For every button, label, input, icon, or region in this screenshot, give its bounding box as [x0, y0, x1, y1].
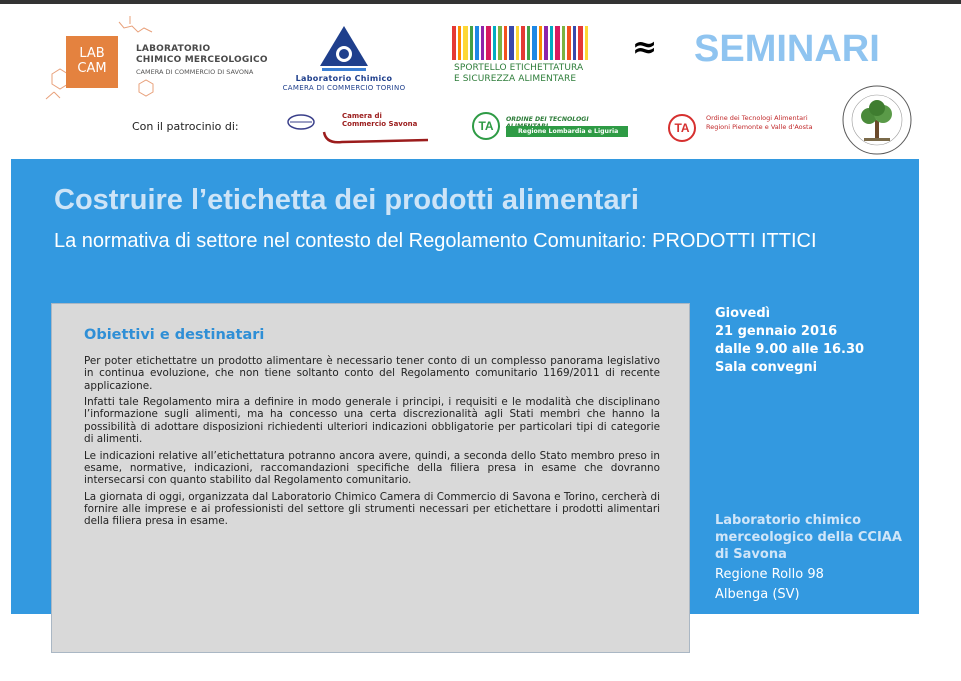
labcam-name-line2: CHIMICO MERCEOLOGICO: [136, 55, 268, 65]
tree-seal-icon: [838, 84, 916, 156]
barcode-icon: [448, 24, 598, 62]
event-date: 21 gennaio 2016: [715, 324, 838, 339]
agronomi-seal-logo: [838, 84, 916, 156]
venue-address: [715, 565, 824, 605]
top-border: [0, 0, 961, 4]
sportello-name-line2: E SICUREZZA ALIMENTARE: [454, 74, 577, 84]
ota-piemonte-logo: [668, 110, 828, 144]
objectives-title: Obiettivi e destinatari: [84, 327, 265, 343]
labcam-badge-line1: LAB: [79, 46, 105, 61]
objectives-paragraph: Infatti tale Regolamento mira a definire in modo generale i principi, i requisiti e le modalità che disciplinano l’informazione sugli alimenti, ma ha concesso una certa discrezionalità agli Stati membri che hanno la possibilità di adottare disposizioni richiedenti ulteriori indicazioni obbligatorie per particolari tipi di categorie di alimenti.: [84, 396, 660, 446]
ota-lombardia-logo: [472, 110, 632, 144]
labcam-name: [136, 44, 268, 66]
labcam-subtitle: CAMERA DI COMMERCIO DI SAVONA: [136, 68, 254, 76]
torino-lab-logo: [264, 24, 424, 96]
venue-city: Albenga (SV): [715, 587, 800, 602]
ota-lombardia-line2: Regione Lombardia e Liguria: [506, 126, 628, 137]
camera-savona-name: Camera di Commercio Savona: [342, 112, 418, 128]
venue-name: Laboratorio chimico merceologico della CCIAA di Savona: [715, 513, 902, 562]
event-room: Sala convegni: [715, 360, 818, 375]
camera-swoosh-icon: [322, 130, 432, 146]
ota-piemonte-line2: Regioni Piemonte e Valle d'Aosta: [706, 123, 813, 131]
torino-emblem-icon: [264, 24, 424, 74]
ota-piemonte-badge-icon: TA: [668, 114, 696, 142]
ota-piemonte-line1: Ordine dei Tecnologi Alimentari: [706, 114, 808, 122]
objectives-paragraph: Per poter etichettatre un prodotto alimentare è necessario tener conto di un complesso panorama legislativo in continua evoluzione, che non tiene soltanto conto del Regolamento comunitario 1169/2011 di recente applicazione.: [84, 355, 660, 392]
ota-lombardia-line1: ORDINE DEI TECNOLOGI: [506, 116, 589, 123]
seminari-heading: SEMINARI: [694, 28, 880, 70]
torino-lab-subtitle: CAMERA DI COMMERCIO TORINO: [282, 84, 406, 92]
camera-savona-logo: [286, 112, 426, 146]
venue-street: Regione Rollo 98: [715, 567, 824, 582]
event-day: Giovedì: [715, 306, 771, 321]
event-info: [715, 305, 864, 377]
ota-lombardia-badge-icon: TA: [472, 112, 500, 140]
patrocinio-label: Con il patrocinio di:: [132, 120, 239, 133]
labcam-logo: [44, 14, 274, 104]
objectives-body: [84, 355, 660, 532]
page-title: Costruire l’etichetta dei prodotti alimentari: [54, 184, 639, 216]
labcam-badge: [66, 36, 118, 88]
approx-symbol: ≈: [632, 30, 658, 65]
objectives-paragraph: La giornata di oggi, organizzata dal Laboratorio Chimico Camera di Commercio di Savona e Torino, cercherà di fornire alle imprese e ai professionisti del settore gli strumenti necessari per etichettare i prodotti alimentari della filiera presa in esame.: [84, 490, 660, 528]
labcam-name-line1: LABORATORIO: [136, 44, 211, 54]
objectives-paragraph: Le indicazioni relative all’etichettatura potranno ancora avere, quindi, a seconda dello Stato membro preso in esame, normative, indicazioni, raccomandazioni specifiche della filiera presa in esame che dovranno intersecarsi con quanto stabilito dal Regolamento comunitario.: [84, 449, 660, 487]
torino-lab-name: Laboratorio Chimico: [295, 74, 393, 83]
labcam-badge-line2: CAM: [77, 61, 107, 76]
sportello-name-line1: SPORTELLO ETICHETTATURA: [454, 63, 584, 73]
page-subtitle: La normativa di settore nel contesto del Regolamento Comunitario: PRODOTTI ITTICI: [54, 230, 817, 252]
sportello-logo: [448, 24, 598, 86]
camera-emblem-icon: [286, 112, 316, 132]
sportello-name: [454, 63, 583, 85]
event-time: dalle 9.00 alle 16.30: [715, 342, 865, 357]
